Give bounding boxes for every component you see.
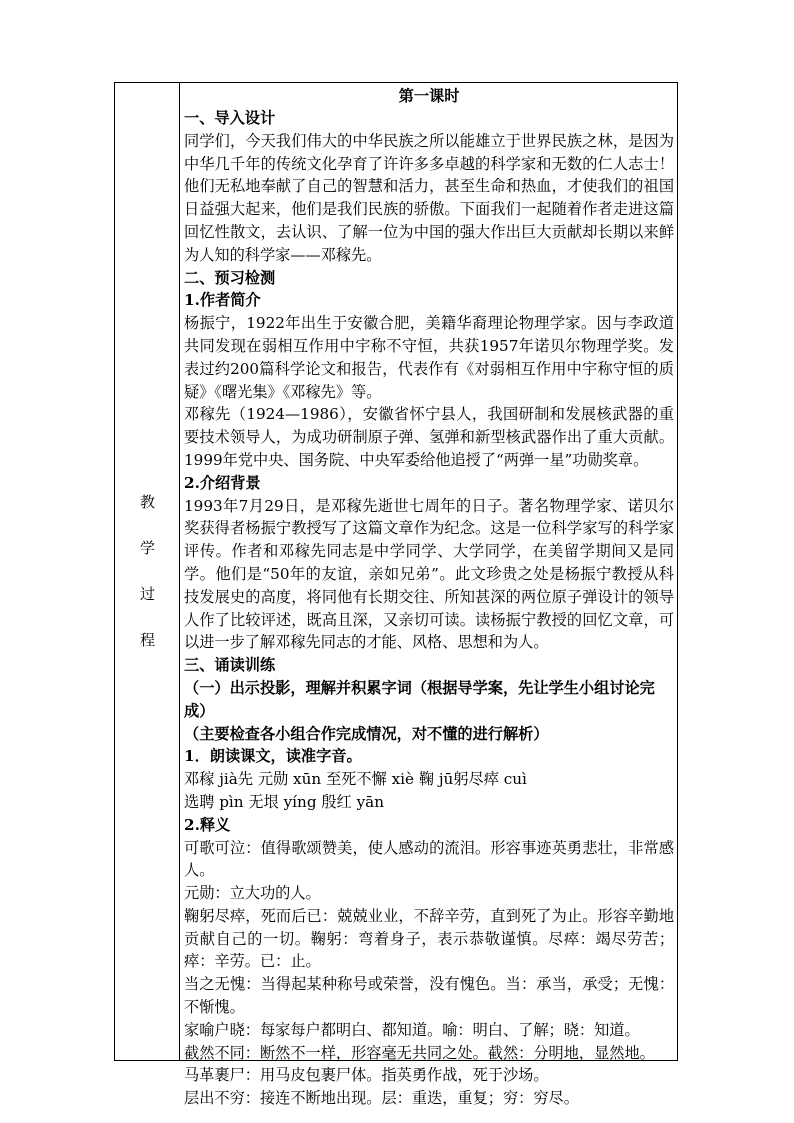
note-check: （主要检查各小组合作完成情况，对不懂的进行解析） — [184, 724, 549, 743]
heading-projection: （一）出示投影，理解并积累字词（根据导学案，先让学生小组讨论完成） — [184, 678, 655, 720]
definition-item: 当之无愧：当得起某种称号或荣誉，没有愧色。当：承当，承受；无愧：不惭愧。 — [184, 975, 674, 1017]
heading-preview: 二、预习检测 — [184, 268, 276, 287]
content-cell — [184, 85, 674, 1110]
definition-item: 鞠躬尽瘁，死而后已：兢兢业业，不辞辛劳，直到死了为止。形容辛勤地贡献自己的一切。鞠躬：弯着身子，表示恭敬谨慎。尽瘁：竭尽劳苦；瘁：辛劳。已：止。 — [184, 906, 674, 971]
section-label — [115, 495, 180, 679]
label-char: 过 — [139, 585, 155, 603]
heading-definitions: 2.释义 — [184, 815, 231, 834]
heading-intro: 一、导入设计 — [184, 109, 276, 127]
definition-item: 可歌可泣：值得歌颂赞美，使人感动的流泪。形容事迹英勇悲壮，非常感人。 — [184, 838, 674, 880]
background-paragraph: 1993年7月29日，是邓稼先逝世七周年的日子。著名物理学家、诺贝尔奖获得者杨振宁教授写了这篇文章作为纪念。这是一位科学家写的科学家评传。作者和邓稼先同志是中学同学、大学同学，在美留学期间又是同学。他们是“50年的友谊，亲如兄弟”。此文珍贵之处是杨振宁教授从科技发展史的高度，将同他有长期交往、所知甚深的两位原子弹设计的领导人作了比较评述，既高且深，又亲切可读。读杨振宁教授的回忆文章，可以进一步了解邓稼先同志的才能、风格、思想和为人。 — [184, 496, 674, 652]
heading-author: 1.作者简介 — [184, 291, 261, 310]
author-deng-paragraph: 邓稼先（1924—1986），安徽省怀宁县人，我国研制和发展核武器的重要技术领导人，为成功研制原子弹、氢弹和新型核武器作出了重大贡献。1999年党中央、国务院、中央军委给他追授了“两弹一星”功勋奖章。 — [184, 405, 674, 469]
definition-item: 截然不同：断然不一样，形容毫无共同之处。截然：分明地，显然地。 — [184, 1043, 655, 1062]
section-label-cell — [115, 83, 180, 1060]
definition-item: 马革裹尸：用马皮包裹尸体。指英勇作战，死于沙场。 — [184, 1066, 549, 1085]
label-char: 学 — [139, 539, 155, 557]
heading-pronunciation: 1．朗读课文，读准字音。 — [184, 747, 362, 766]
heading-background: 2.介绍背景 — [184, 473, 261, 492]
pinyin-line-2: 选聘 pìn 无垠 yíng 殷红 yān — [184, 792, 384, 811]
label-char: 程 — [139, 631, 155, 649]
lesson-title: 第一课时 — [398, 87, 460, 105]
lesson-table — [114, 82, 678, 1108]
heading-reading: 三、诵读训练 — [184, 656, 276, 675]
definition-item: 层出不穷：接连不断地出现。层：重迭，重复；穷：穷尽。 — [184, 1089, 579, 1108]
intro-paragraph: 同学们，今天我们伟大的中华民族之所以能雄立于世界民族之林，是因为中华几千年的传统文化孕育了许许多多卓越的科学家和无数的仁人志士！他们无私地奉献了自己的智慧和活力，甚至生命和热血，才使我们的祖国日益强大起来，他们是我们民族的骄傲。下面我们一起随着作者走进这篇回忆性散文，去认识、了解一位为中国的强大作出巨大贡献却长期以来鲜为人知的科学家——邓稼先。 — [184, 131, 674, 264]
author-yang-paragraph: 杨振宁，1922年出生于安徽合肥，美籍华裔理论物理学家。因与李政道共同发现在弱相互作用中宇称不守恒，共获1957年诺贝尔物理学奖。发表过约200篇科学论文和报告，代表作有《对弱相互作用中宇称守恒的质疑》《曙光集》《邓稼先》等。 — [184, 314, 674, 401]
definition-item: 家喻户晓：每家每户都明白、都知道。喻：明白、了解；晓：知道。 — [184, 1020, 640, 1039]
label-char: 教 — [139, 493, 155, 511]
pinyin-line-1: 邓稼 jià先 元勋 xūn 至死不懈 xiè 鞠 jū躬尽瘁 cuì — [184, 770, 527, 789]
definition-item: 元勋：立大功的人。 — [184, 884, 321, 903]
